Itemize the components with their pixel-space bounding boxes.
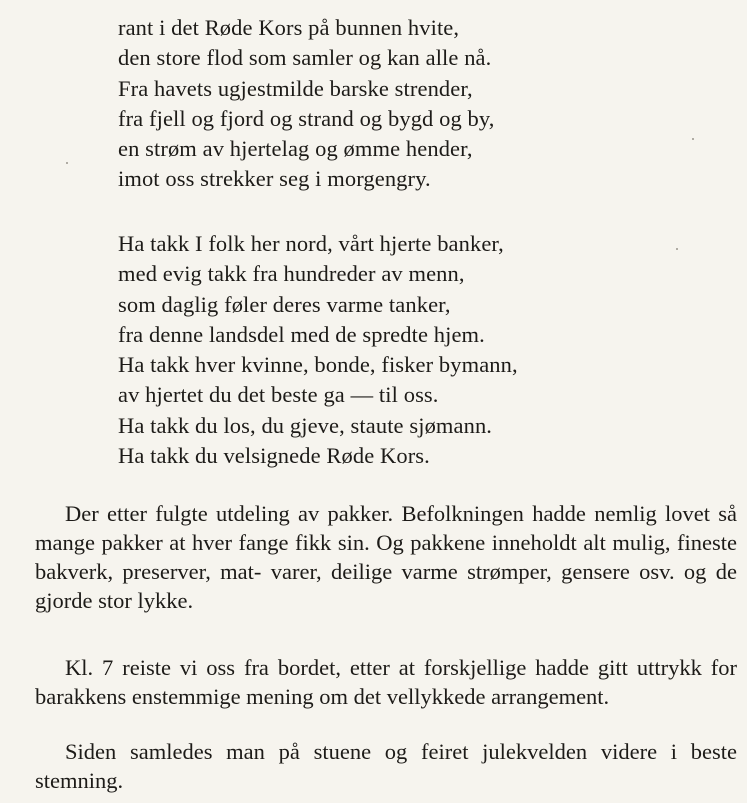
paragraph-text: Kl. 7 reiste vi oss fra bordet, etter at forskjellige hadde gitt uttrykk for barakkens enstemmige mening om det vellykkede arrangement. xyxy=(35,655,737,709)
poem-line: rant i det Røde Kors på bunnen hvite, xyxy=(118,15,460,40)
paper-speck xyxy=(66,162,68,164)
paper-speck xyxy=(676,248,678,250)
paragraph-evening xyxy=(35,737,737,795)
poem-line: Ha takk I folk her nord, vårt hjerte banker, xyxy=(118,231,504,256)
poem-stanza-2 xyxy=(118,229,718,471)
poem-line: Fra havets ugjestmilde barske strender, xyxy=(118,75,473,101)
paragraph-departure xyxy=(35,653,737,711)
paragraph-text: Siden samledes man på stuene og feiret julekvelden videre i beste stemning. xyxy=(35,739,737,793)
poem-line: av hjertet du det beste ga — til oss. xyxy=(118,382,439,408)
paragraph-text: Der etter fulgte utdeling av pakker. Befolkningen hadde nemlig lovet så mange pakker at hver fange fikk sin. Og pakkene inneholdt alt mulig, fineste bakverk, preserver, mat- varer, deilige varme strømper, gensere osv. og de gjorde stor lykke. xyxy=(35,501,737,613)
poem-line: med evig takk fra hundreder av menn, xyxy=(118,261,465,287)
poem-line: Ha takk du velsignede Røde Kors. xyxy=(118,443,430,469)
poem-line: fra fjell og fjord og strand og bygd og by, xyxy=(118,105,495,131)
poem-line: som daglig føler deres varme tanker, xyxy=(118,291,451,317)
paper-speck xyxy=(692,138,694,140)
poem-line: Ha takk hver kvinne, bonde, fisker bymann, xyxy=(118,352,518,378)
poem-line: fra denne landsdel med de spredte hjem. xyxy=(118,321,485,347)
poem-line: imot oss strekker seg i morgengry. xyxy=(118,166,431,192)
poem-line: den store flod som samler og kan alle nå. xyxy=(118,45,492,71)
poem-line: en strøm av hjertelag og ømme hender, xyxy=(118,136,473,162)
poem-line: Ha takk du los, du gjeve, staute sjømann. xyxy=(118,412,493,438)
paragraph-distribution xyxy=(35,499,737,615)
poem-stanza-1 xyxy=(118,13,718,195)
